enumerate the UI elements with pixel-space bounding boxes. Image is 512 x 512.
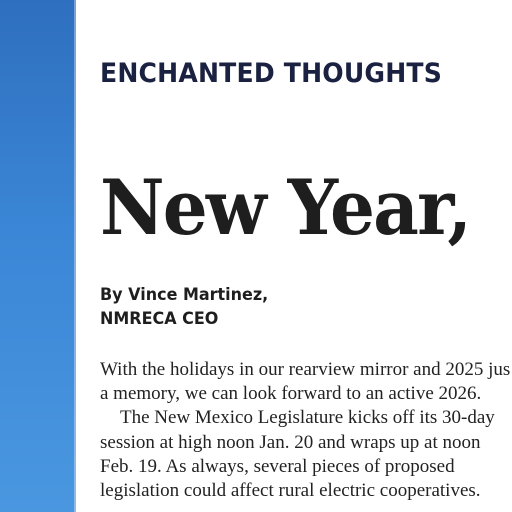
article-body <box>100 358 512 503</box>
article-headline: New Year, <box>100 163 471 252</box>
body-line: Feb. 19. As always, several pieces of proposed <box>100 455 455 477</box>
body-line: a memory, we can look forward to an active 2026. <box>100 383 482 405</box>
byline <box>100 283 268 331</box>
byline-author: By Vince Martinez, <box>100 285 269 305</box>
blue-sidebar-band <box>0 0 76 512</box>
byline-title: NMRECA CEO <box>100 309 219 329</box>
body-line: session at high noon Jan. 20 and wraps up at noon <box>100 431 481 453</box>
article-column <box>100 0 512 512</box>
body-line: The New Mexico Legislature kicks off its 30-day <box>120 407 495 429</box>
body-line: With the holidays in our rearview mirror and 2025 jus <box>100 359 511 380</box>
section-label: ENCHANTED THOUGHTS <box>100 58 442 89</box>
body-line: legislation could affect rural electric cooperatives. <box>100 480 481 502</box>
